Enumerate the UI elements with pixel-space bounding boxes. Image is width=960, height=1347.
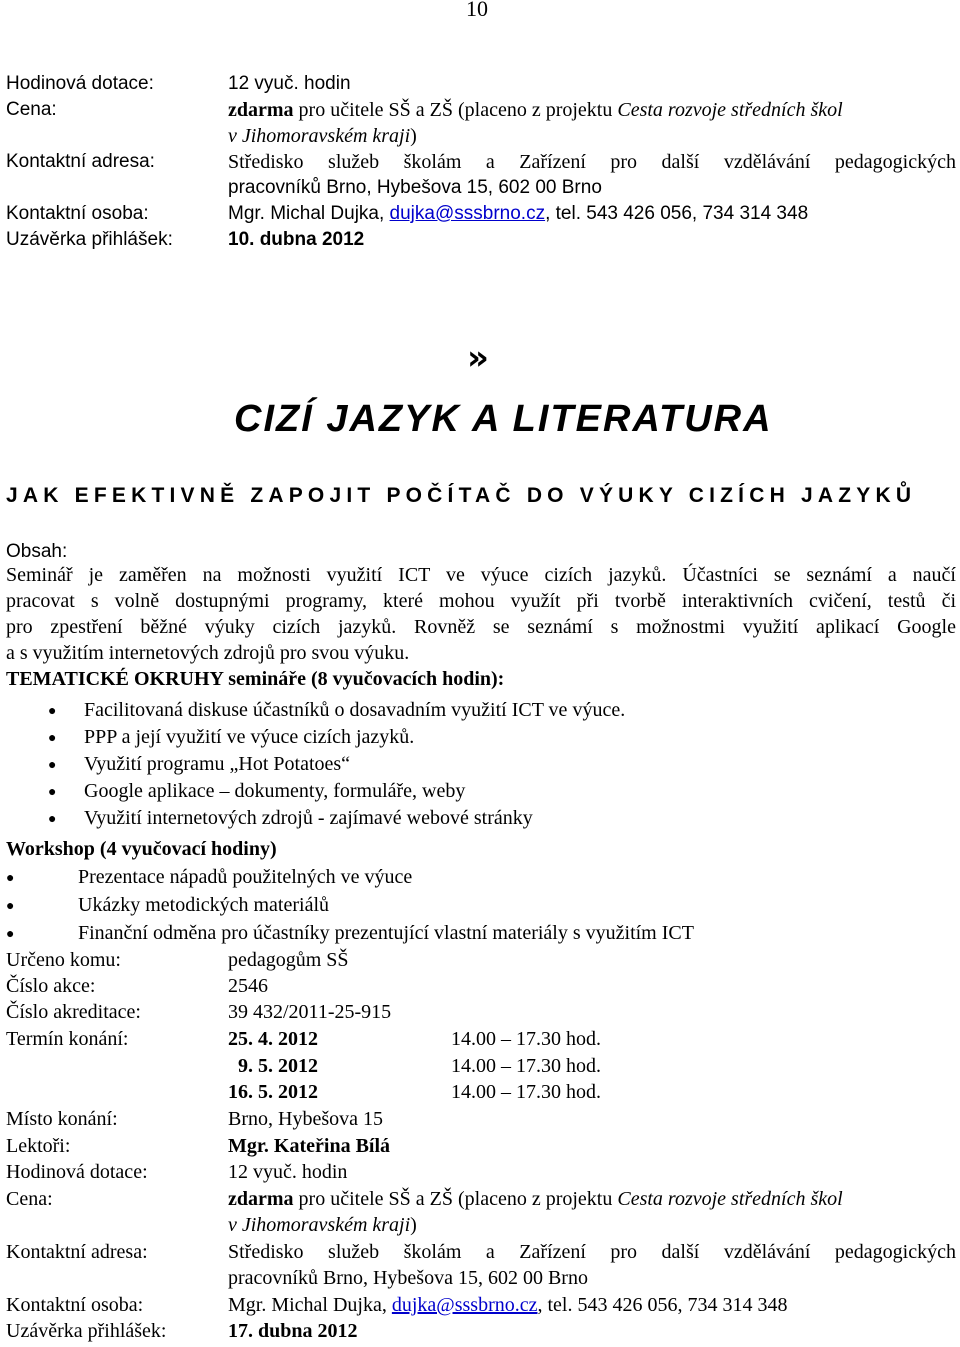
topic-item: Google aplikace – dokumenty, formuláře, weby	[84, 780, 466, 802]
workshop-heading: Workshop (4 vyučovací hodiny)	[6, 838, 277, 860]
price-free: zdarma	[228, 99, 294, 121]
contact-phone: , tel. 543 426 056, 734 314 348	[545, 203, 809, 224]
topic-item: Facilitovaná diskuse účastníků o dosavadním využití ICT ve výuce.	[84, 699, 626, 721]
deadline-value: 17. dubna 2012	[228, 1320, 358, 1342]
contact-email-link[interactable]: dujka@sssbrno.cz	[391, 1294, 538, 1316]
contact-label: Kontaktní osoba:	[6, 1294, 144, 1316]
topic-item: Využití programu „Hot Potatoes“	[84, 753, 351, 775]
price-region: v Jihomoravském kraji	[228, 125, 411, 147]
bullet-icon: ●	[6, 927, 15, 942]
topic-item: Využití internetových zdrojů - zajímavé webové stránky	[84, 807, 533, 829]
content-line-1: Seminář je zaměřen na možnosti využití ICT ve výuce cizích jazyků. Účastníci se seznámí a naučí	[6, 564, 956, 586]
course-title: JAK EFEKTIVNĚ ZAPOJIT POČÍTAČ DO VÝUKY CIZÍCH JAZYKŮ	[6, 484, 917, 507]
price-value	[228, 97, 843, 123]
chevron-icon: »	[467, 338, 489, 378]
date-value: 25. 4. 2012	[228, 1028, 318, 1050]
address-line-1: Středisko služeb školám a Zařízení pro další vzdělávání pedagogických	[228, 151, 956, 173]
dates-label: Termín konání:	[6, 1028, 129, 1050]
price-row-2	[228, 1212, 417, 1238]
bullet-icon: ●	[6, 899, 15, 914]
content-label: Obsah:	[6, 541, 68, 562]
address-line-2: pracovníků Brno, Hybešova 15, 602 00 Brno	[228, 1267, 588, 1289]
price-free: zdarma	[228, 1188, 294, 1210]
bullet-icon: ●	[6, 871, 15, 886]
accreditation-value: 39 432/2011-25-915	[228, 1001, 392, 1023]
price-text: pro učitele SŠ a ZŠ (placeno z projektu	[293, 1188, 618, 1210]
hours-value: 12 vyuč. hodin	[228, 73, 351, 94]
hours-label: Hodinová dotace:	[6, 73, 154, 94]
address-line-1: Středisko služeb školám a Zařízení pro další vzdělávání pedagogických	[228, 1241, 956, 1263]
accreditation-label: Číslo akreditace:	[6, 1001, 141, 1023]
price-close: )	[410, 1214, 417, 1236]
bullet-icon: ●	[48, 812, 57, 827]
contact-value	[228, 201, 808, 227]
action-label: Číslo akce:	[6, 975, 96, 997]
price-label: Cena:	[6, 1188, 53, 1210]
contact-value	[228, 1292, 788, 1318]
content-line-3: pro zpestření běžné výuky cizích jazyků. Rovněž se seznámí s možnostmi využití aplikací Google	[6, 616, 956, 638]
hours-value: 12 vyuč. hodin	[228, 1161, 348, 1183]
contact-email-link[interactable]: dujka@sssbrno.cz	[389, 203, 546, 224]
contact-name: Mgr. Michal Dujka,	[228, 203, 390, 224]
date-value: 16. 5. 2012	[228, 1081, 318, 1103]
lecturers-value: Mgr. Kateřina Bílá	[228, 1135, 391, 1157]
contact-name: Mgr. Michal Dujka,	[228, 1294, 392, 1316]
content-line-2: pracovat s volně dostupnými programy, které mohou využít při tvorbě interaktivních cvičení, testů či	[6, 590, 956, 612]
date-value: 9. 5. 2012	[238, 1055, 318, 1077]
time-value: 14.00 – 17.30 hod.	[451, 1081, 601, 1103]
price-label: Cena:	[6, 99, 57, 120]
bullet-icon: ●	[48, 785, 57, 800]
contact-phone: , tel. 543 426 056, 734 314 348	[537, 1294, 788, 1316]
price-row-2	[228, 123, 417, 149]
price-close: )	[410, 125, 417, 147]
workshop-item: Finanční odměna pro účastníky prezentující vlastní materiály s využitím ICT	[78, 922, 694, 944]
audience-label: Určeno komu:	[6, 949, 121, 971]
bullet-icon: ●	[48, 731, 57, 746]
workshop-item: Prezentace nápadů použitelných ve výuce	[78, 866, 413, 888]
deadline-label: Uzávěrka přihlášek:	[6, 1320, 167, 1342]
address-label: Kontaktní adresa:	[6, 151, 155, 172]
place-label: Místo konání:	[6, 1108, 118, 1130]
topics-heading-rest: semináře (8 vyučovacích hodin):	[223, 668, 505, 690]
time-value: 14.00 – 17.30 hod.	[451, 1028, 601, 1050]
contact-label: Kontaktní osoba:	[6, 203, 149, 224]
content-line-4: a s využitím internetových zdrojů pro svou výuku.	[6, 642, 410, 664]
topic-item: PPP a její využití ve výuce cizích jazyků.	[84, 726, 415, 748]
price-text: pro učitele SŠ a ZŠ (placeno z projektu	[293, 99, 618, 121]
hours-label: Hodinová dotace:	[6, 1161, 148, 1183]
price-project-name: Cesta rozvoje středních škol	[617, 99, 843, 121]
bullet-icon: ●	[48, 758, 57, 773]
page-number: 10	[466, 0, 488, 21]
price-region: v Jihomoravském kraji	[228, 1214, 411, 1236]
section-title: CIZÍ JAZYK A LITERATURA	[234, 398, 773, 440]
deadline-value: 10. dubna 2012	[228, 229, 365, 250]
bullet-icon: ●	[48, 704, 57, 719]
price-project-name: Cesta rozvoje středních škol	[617, 1188, 843, 1210]
topics-heading-caps: TEMATICKÉ OKRUHY	[6, 668, 224, 690]
time-value: 14.00 – 17.30 hod.	[451, 1055, 601, 1077]
lecturers-label: Lektoři:	[6, 1135, 71, 1157]
address-line-2: pracovníků Brno, Hybešova 15, 602 00 Brno	[228, 177, 602, 198]
action-value: 2546	[228, 975, 268, 997]
deadline-label: Uzávěrka přihlášek:	[6, 229, 173, 250]
topics-heading	[6, 666, 504, 692]
audience-value: pedagogům SŠ	[228, 949, 349, 971]
workshop-item: Ukázky metodických materiálů	[78, 894, 330, 916]
price-value	[228, 1186, 843, 1212]
address-label: Kontaktní adresa:	[6, 1241, 148, 1263]
place-value: Brno, Hybešova 15	[228, 1108, 383, 1130]
